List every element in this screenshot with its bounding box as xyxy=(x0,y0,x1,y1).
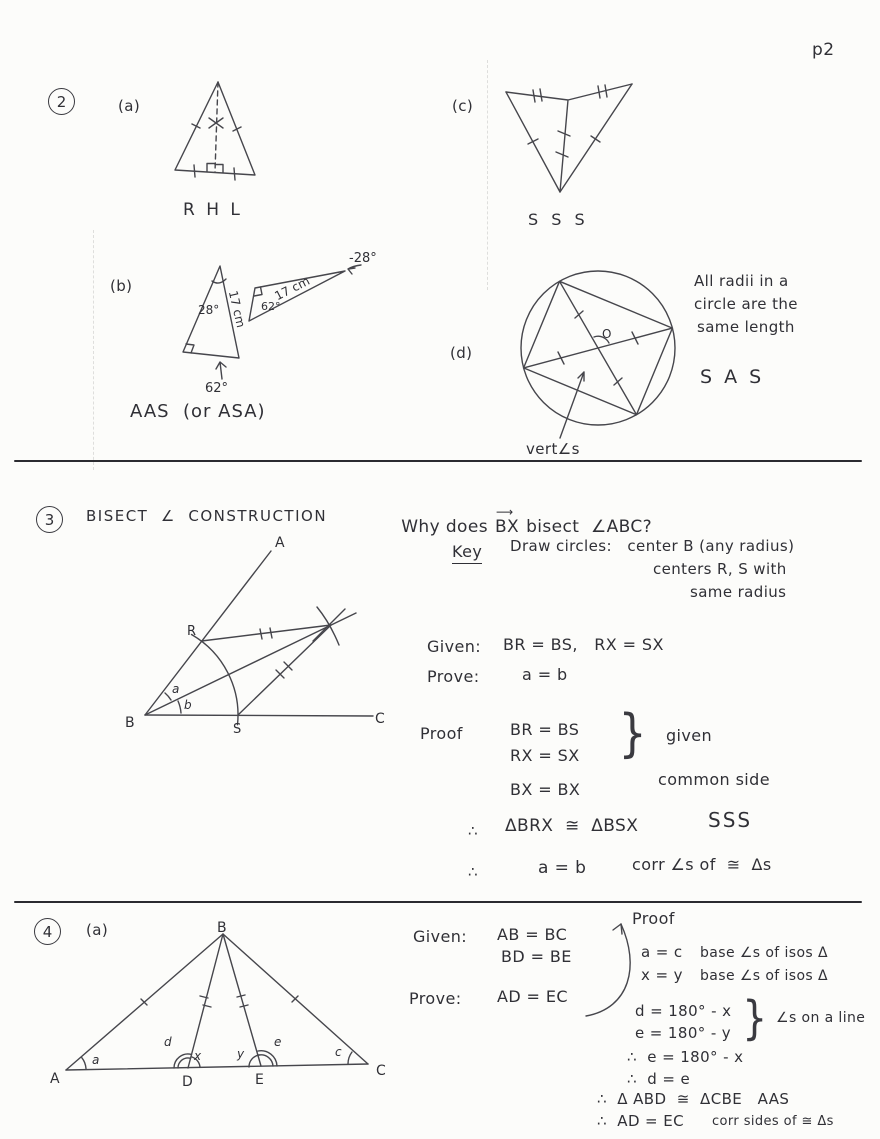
proof-line-8: ∴ AD = EC xyxy=(597,1112,684,1130)
proof-line-3-note: common side xyxy=(658,770,770,789)
bisector-construction-diagram xyxy=(103,533,428,751)
given-line-1: AB = BC xyxy=(497,925,568,944)
proof-line-2-note: base ∠s of isos Δ xyxy=(700,968,828,984)
proof-line-1-note: base ∠s of isos Δ xyxy=(700,945,828,961)
angle-62-below-label: 62° xyxy=(205,381,229,396)
part-d-label: (d) xyxy=(450,344,473,362)
angle-28-right-label: -28° xyxy=(349,251,377,266)
aas-diagram xyxy=(163,248,408,406)
proof-brace-note: given xyxy=(666,726,713,745)
angle-a-label: a xyxy=(172,682,180,696)
isosceles-pen xyxy=(66,934,368,1070)
left-right-angle-mark xyxy=(186,344,194,353)
vert-angles-label: vert∠s xyxy=(526,440,580,458)
arrow-to-62-vertex xyxy=(216,362,226,379)
len-17cm-right-label: 17 cm xyxy=(272,273,313,304)
point-r-label: R xyxy=(187,624,197,639)
section-2-number-text: 2 xyxy=(56,92,67,111)
part-b-label: (b) xyxy=(110,277,133,295)
triangle-outline xyxy=(175,82,255,175)
sss-diagram xyxy=(488,76,653,216)
point-a-label: A xyxy=(275,535,285,551)
point-b-label: B xyxy=(125,715,135,731)
base-ac xyxy=(66,1064,368,1070)
prove-label: Prove: xyxy=(427,667,480,686)
proof-brace: } xyxy=(618,704,647,764)
angle-y-label: y xyxy=(237,1047,245,1061)
section-3-number-text: 3 xyxy=(44,510,55,529)
rhl-triangle-diagram xyxy=(163,76,283,204)
fold-mark xyxy=(93,230,94,470)
angle-d-label: d xyxy=(164,1035,172,1049)
section-3-number xyxy=(36,506,63,533)
section-2-number xyxy=(48,88,75,115)
ray-arrow-icon: ⟶ xyxy=(495,505,514,520)
inner-lines xyxy=(506,84,632,192)
single-ticks-ab-bc xyxy=(141,996,298,1005)
radii-note-3: same length xyxy=(697,318,795,336)
proof-brace: } xyxy=(742,991,768,1045)
ray-bx xyxy=(494,505,520,538)
angle-arcs-at-b xyxy=(165,693,181,713)
proof-line-5: a = b xyxy=(538,858,587,878)
proof-line-3: d = 180° - x xyxy=(635,1002,732,1020)
proof-brace-note: ∠s on a line xyxy=(776,1010,866,1026)
key-line-2: centers R, S with xyxy=(653,560,787,578)
point-a-label: A xyxy=(50,1071,60,1087)
angle-arc-c xyxy=(348,1052,352,1064)
proof-line-2: RX = SX xyxy=(510,746,580,765)
prove-label: Prove: xyxy=(409,989,462,1008)
proof-line-1: a = c xyxy=(641,943,683,961)
given-line-2: BD = BE xyxy=(501,947,572,966)
part-c-label: (c) xyxy=(452,97,474,115)
angle-e-label: e xyxy=(274,1035,282,1049)
point-s-label: S xyxy=(233,722,242,737)
ray-bx-label: BX xyxy=(494,517,520,538)
prove-text: a = b xyxy=(522,665,568,684)
angle-a-label: a xyxy=(92,1053,100,1067)
key-line-1: Draw circles: center B (any radius) xyxy=(510,537,795,555)
arc-center-b xyxy=(192,635,239,725)
proof-line-7: ∴ Δ ABD ≅ ΔCBE AAS xyxy=(597,1090,790,1108)
point-b-label: B xyxy=(217,920,227,936)
part-a-label: (a) xyxy=(118,97,141,115)
proof-line-4: e = 180° - y xyxy=(635,1024,732,1042)
section-4-number-text: 4 xyxy=(42,922,53,941)
proof-line-5: ∴ e = 180° - x xyxy=(627,1048,744,1066)
radii-note-2: circle are the xyxy=(694,295,798,313)
ray-bx-bisector xyxy=(145,613,356,715)
circle-sas-pen xyxy=(521,271,675,438)
proof-line-2: x = y xyxy=(641,966,683,984)
point-e-label: E xyxy=(255,1072,264,1088)
angle-x-label: x xyxy=(194,1049,202,1063)
pointer-pen xyxy=(586,924,630,1016)
angle-b-label: b xyxy=(184,698,192,712)
answer-sss: S S S xyxy=(528,210,589,229)
page-number: p2 xyxy=(812,40,835,60)
section-3-title: BISECT ∠ CONSTRUCTION xyxy=(86,507,328,525)
section-divider xyxy=(14,460,862,462)
question-pre: Why does xyxy=(401,517,488,538)
proof-line-3: BX = BX xyxy=(510,780,581,799)
sss-pen xyxy=(506,84,632,192)
proof-line-4: ΔBRX ≅ ΔBSX xyxy=(505,816,639,836)
arrow-to-28-vertex xyxy=(348,265,361,274)
part-a-label: (a) xyxy=(86,921,109,939)
isosceles-triangle-diagram xyxy=(38,922,403,1097)
circle-sas-diagram xyxy=(510,260,695,456)
construction-pen xyxy=(145,551,373,725)
given-label: Given: xyxy=(427,637,482,656)
point-d-label: D xyxy=(182,1074,193,1090)
segments-rx-sx xyxy=(202,625,332,715)
prove-text: AD = EC xyxy=(497,987,568,1006)
therefore-symbol: ∴ xyxy=(468,863,478,881)
pointer-arrowhead xyxy=(613,924,622,934)
proof-label: Proof xyxy=(420,724,463,743)
angle-arc-y xyxy=(249,1055,259,1067)
angle-c-label: c xyxy=(335,1045,342,1059)
given-label: Given: xyxy=(413,927,468,946)
proof-label: Proof xyxy=(632,909,675,928)
diagonal-diameters xyxy=(524,281,673,414)
answer-sas: S A S xyxy=(700,366,765,388)
key-line-3: same radius xyxy=(690,583,787,601)
len-17cm-left-label: 17 cm xyxy=(225,289,248,329)
angle-arc-a xyxy=(82,1058,86,1069)
vert-angle-pointer-arrow xyxy=(560,372,584,438)
pointer-curve xyxy=(586,924,630,1016)
center-o-label: O xyxy=(602,327,612,341)
proof-line-6: ∴ d = e xyxy=(627,1070,691,1088)
proof-line-5-note: corr ∠s of ≅ Δs xyxy=(632,855,772,874)
angle-28-left-label: 28° xyxy=(198,303,220,317)
proof-line-1: BR = BS xyxy=(510,720,580,739)
answer-rhl: R H L xyxy=(183,200,243,220)
aas-pen xyxy=(183,265,361,379)
rhl-triangle-pen xyxy=(175,82,255,180)
point-c-label: C xyxy=(375,711,385,727)
question-post: bisect ∠ABC? xyxy=(526,517,653,538)
point-c-label: C xyxy=(376,1063,386,1079)
therefore-symbol: ∴ xyxy=(468,822,478,840)
proof-line-4-note: SSS xyxy=(708,808,753,832)
ray-bc xyxy=(145,715,373,716)
angle-62-right-label: 62° xyxy=(261,300,281,313)
altitude-line xyxy=(215,82,218,172)
key-label: Key xyxy=(452,542,482,564)
radii-note-1: All radii in a xyxy=(694,272,789,290)
section-divider xyxy=(14,901,862,903)
ray-ba xyxy=(145,551,271,715)
given-text: BR = BS, RX = SX xyxy=(503,635,664,654)
answer-aas: AAS (or ASA) xyxy=(130,401,266,422)
proof-line-8-note: corr sides of ≅ Δs xyxy=(712,1114,834,1129)
